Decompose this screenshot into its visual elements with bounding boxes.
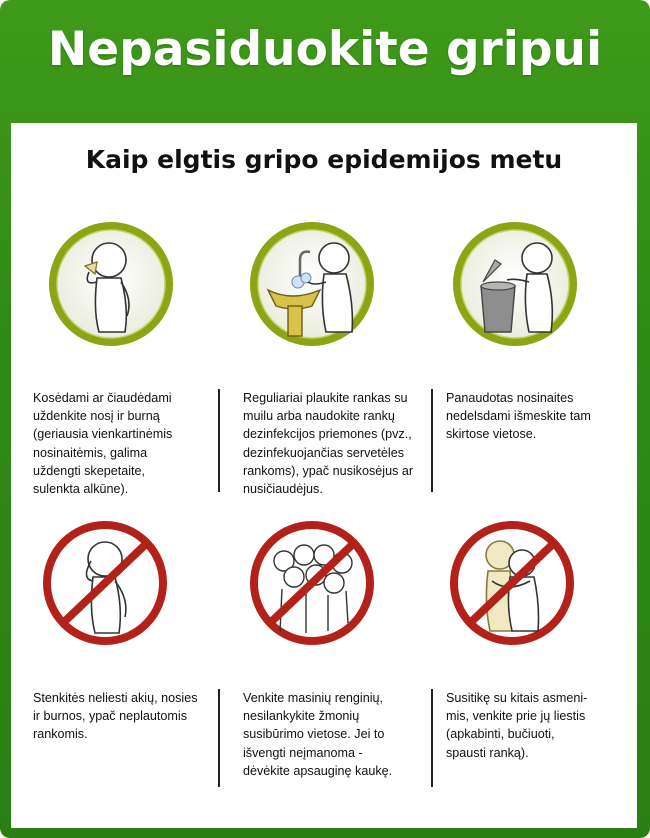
caption-line: rankomis.: [33, 727, 88, 742]
caption-line: nesilankykite žmonių: [243, 709, 360, 724]
column-divider: [218, 389, 220, 492]
no-hugging-icon: [448, 519, 576, 647]
caption-line: nedelsdami išmeskite tam: [446, 409, 591, 424]
person-throwing-tissue-in-bin-icon: [451, 220, 579, 348]
no-crowds-icon: [248, 519, 376, 647]
caption-line: uždenkite nosį ir burną: [33, 409, 160, 424]
column-divider: [218, 689, 220, 787]
dont-caption-touch-face: [33, 689, 209, 744]
person-sneezing-into-tissue-icon: [47, 220, 175, 348]
caption-line: nusičiaudėjus.: [243, 482, 323, 497]
caption-line: rankoms), ypač nusikosėjus ar: [243, 463, 414, 478]
do-caption-dispose-tissues: [446, 389, 622, 444]
caption-line: dėvėkite apsauginę kaukę.: [243, 763, 393, 778]
person-washing-hands-icon: [248, 220, 376, 348]
do-caption-cover-mouth: [33, 389, 209, 498]
caption-line: mis, venkite prie jų liestis: [446, 709, 586, 724]
caption-line: uždengti skepetaite,: [33, 463, 146, 478]
caption-line: nosinaitėmis, galima: [33, 445, 148, 460]
caption-line: išvengti neįmanoma -: [243, 745, 363, 760]
caption-line: dezinfekuojančias servetėles: [243, 445, 405, 460]
caption-line: spausti ranką).: [446, 745, 529, 760]
caption-line: Venkite masinių renginių,: [243, 691, 384, 705]
poster-subtitle: Kaip elgtis gripo epidemijos metu: [85, 145, 563, 174]
poster-title: Nepasiduokite gripui: [47, 22, 603, 77]
column-divider: [431, 689, 433, 787]
caption-line: muilu arba naudokite rankų: [243, 409, 395, 424]
caption-line: susibūrimo vietose. Jei to: [243, 727, 385, 742]
content-panel: [11, 123, 637, 828]
caption-line: Stenkitės neliesti akių, nosies: [33, 691, 198, 705]
no-touching-face-icon: [41, 519, 169, 647]
caption-line: skirtose vietose.: [446, 427, 537, 442]
dont-caption-crowds: [243, 689, 419, 780]
caption-line: Panaudotas nosinaites: [446, 391, 574, 405]
do-caption-wash-hands: [243, 389, 433, 498]
caption-line: Kosėdami ar čiaudėdami: [33, 391, 172, 405]
caption-line: ir burnos, ypač neplautomis: [33, 709, 188, 724]
caption-line: Susitikę su kitais asmeni-: [446, 691, 588, 705]
column-divider: [431, 389, 433, 492]
caption-line: sulenkta alkūne).: [33, 482, 129, 497]
caption-line: dezinfekcijos priemones (pvz.,: [243, 427, 412, 442]
caption-line: Reguliariai plaukite rankas su: [243, 391, 408, 405]
caption-line: (apkabinti, bučiuoti,: [446, 727, 555, 742]
caption-line: (geriausia vienkartinėmis: [33, 427, 173, 442]
dont-caption-physical-contact: [446, 689, 622, 762]
